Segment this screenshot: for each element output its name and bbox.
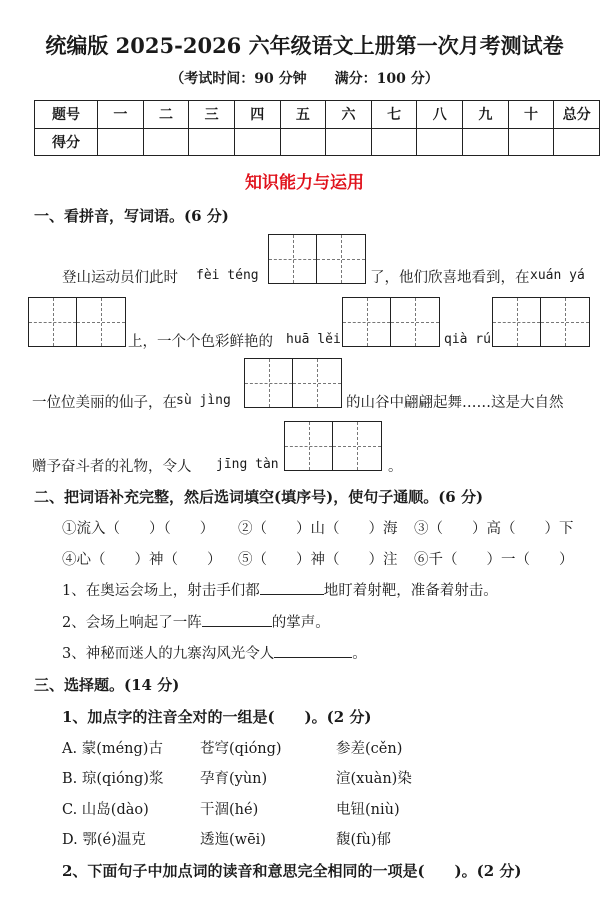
- score-input-cell[interactable]: [234, 128, 280, 156]
- score-input-cell[interactable]: [463, 128, 509, 156]
- option-a-word[interactable]: A. 蒙(méng)古: [62, 741, 163, 757]
- sentence-text: 的掌声。: [271, 615, 330, 631]
- q1-line4-end: 。: [388, 459, 403, 475]
- option-c-word: 电钮(niù): [336, 802, 400, 818]
- option-b-word[interactable]: B. 琼(qióng)浆: [62, 771, 164, 787]
- q2-sentence-3: [62, 642, 367, 663]
- q1-line4-text: 赠予奋斗者的礼物，令人: [32, 459, 192, 475]
- score-input-cell[interactable]: [326, 128, 372, 156]
- idiom-item[interactable]: ④心（ ）神（ ）: [62, 552, 222, 568]
- score-table-cell: 题号: [35, 101, 98, 129]
- option-c-word: 干涸(hé): [200, 802, 259, 818]
- score-table-cell: 总分: [554, 101, 600, 129]
- tianzige-box-qiaru[interactable]: [492, 297, 590, 347]
- score-input-cell[interactable]: [280, 128, 326, 156]
- idiom-item[interactable]: ②（ ）山（ ）海: [238, 521, 398, 537]
- score-table-cell: 四: [234, 101, 280, 129]
- sentence-text: 地盯着射靶，准备着射击。: [323, 583, 498, 599]
- score-input-cell[interactable]: [554, 128, 600, 156]
- pinyin-sujing: sù jìng: [176, 393, 231, 408]
- option-b-word: 渲(xuàn)染: [336, 771, 412, 787]
- tianzige-box-hualei[interactable]: [342, 297, 440, 347]
- tianzige-box-sujing[interactable]: [244, 358, 342, 408]
- q1-line3-text-2: 的山谷中翩翩起舞……这是大自然: [346, 395, 564, 411]
- score-table-cell: 五: [280, 101, 326, 129]
- sentence-text: 2、会场上响起了一阵: [62, 615, 202, 631]
- idiom-item[interactable]: ⑤（ ）神（ ）注: [238, 552, 398, 568]
- idiom-item[interactable]: ⑥千（ ）一（ ）: [414, 552, 574, 568]
- exam-subtitle: （考试时间：90 分钟 满分：100 分）: [170, 71, 439, 87]
- sentence-text: 。: [352, 646, 367, 662]
- fill-blank[interactable]: [274, 657, 352, 658]
- score-table: [34, 100, 600, 156]
- score-table-cell: 一: [98, 101, 144, 129]
- pinyin-jingtan: jīng tàn: [216, 457, 279, 472]
- score-table-cell: 六: [326, 101, 372, 129]
- q2-sentence-2: [62, 611, 330, 632]
- tianzige-box-jingtan[interactable]: [284, 421, 382, 471]
- option-c-word[interactable]: C. 山岛(dào): [62, 802, 149, 818]
- exam-title: 统编版 2025-2026 六年级语文上册第一次月考测试卷: [45, 33, 564, 58]
- score-table-cell: 八: [417, 101, 463, 129]
- q3-sub2: 2、下面句子中加点词的读音和意思完全相同的一项是( )。(2 分): [62, 862, 522, 880]
- fill-blank[interactable]: [260, 594, 324, 595]
- score-input-cell[interactable]: [143, 128, 189, 156]
- score-table-cell: 九: [463, 101, 509, 129]
- q1-line1-text: 登山运动员们此时: [62, 270, 178, 286]
- score-row-label: 得分: [35, 128, 98, 156]
- score-table-score-row: [35, 128, 600, 156]
- score-table-cell: 二: [143, 101, 189, 129]
- pinyin-qiaru: qià rú: [444, 332, 491, 347]
- tianzige-box-feiteng[interactable]: [268, 234, 366, 284]
- q3-sub1: 1、加点字的注音全对的一组是( )。(2 分): [62, 708, 372, 726]
- q2-sentence-1: [62, 579, 498, 600]
- q3-heading: 三、选择题。(14 分): [34, 676, 180, 694]
- option-d-word: 透迤(wēi): [200, 832, 266, 848]
- section-heading-knowledge: 知识能力与运用: [245, 173, 364, 193]
- idiom-item[interactable]: ③（ ）高（ ）下: [414, 521, 574, 537]
- pinyin-feiteng: fèi téng: [196, 268, 259, 283]
- option-a-word: 参差(cěn): [336, 741, 403, 757]
- pinyin-hualei: huā lěi: [286, 332, 341, 347]
- q1-line3-text: 一位位美丽的仙子，在: [32, 395, 177, 411]
- score-table-header-row: [35, 101, 600, 129]
- q1-heading: 一、看拼音，写词语。(6 分): [34, 207, 229, 225]
- score-input-cell[interactable]: [371, 128, 417, 156]
- q2-heading: 二、把词语补充完整，然后选词填空(填序号)，使句子通顺。(6 分): [34, 488, 484, 506]
- q1-line2-text: 上，一个个色彩鲜艳的: [128, 334, 273, 350]
- score-input-cell[interactable]: [417, 128, 463, 156]
- fill-blank[interactable]: [202, 626, 272, 627]
- sentence-text: 1、在奥运会场上，射击手们都: [62, 583, 260, 599]
- option-d-word: 馥(fù)郁: [336, 832, 392, 848]
- score-input-cell[interactable]: [98, 128, 144, 156]
- tianzige-box-xuanya[interactable]: [28, 297, 126, 347]
- score-table-cell: 七: [371, 101, 417, 129]
- idiom-item[interactable]: ①流入（ ）（ ）: [62, 521, 215, 537]
- score-input-cell[interactable]: [189, 128, 235, 156]
- sentence-text: 3、神秘而迷人的九寨沟风光令人: [62, 646, 275, 662]
- option-b-word: 孕育(yùn): [200, 771, 268, 787]
- score-input-cell[interactable]: [508, 128, 554, 156]
- pinyin-xuanya: xuán yá: [530, 268, 585, 283]
- score-table-cell: 三: [189, 101, 235, 129]
- q1-line1-text-2: 了，他们欣喜地看到，在: [370, 270, 530, 286]
- option-d-word[interactable]: D. 鄂(é)温克: [62, 832, 146, 848]
- score-table-cell: 十: [508, 101, 554, 129]
- option-a-word: 苍穹(qióng): [200, 741, 282, 757]
